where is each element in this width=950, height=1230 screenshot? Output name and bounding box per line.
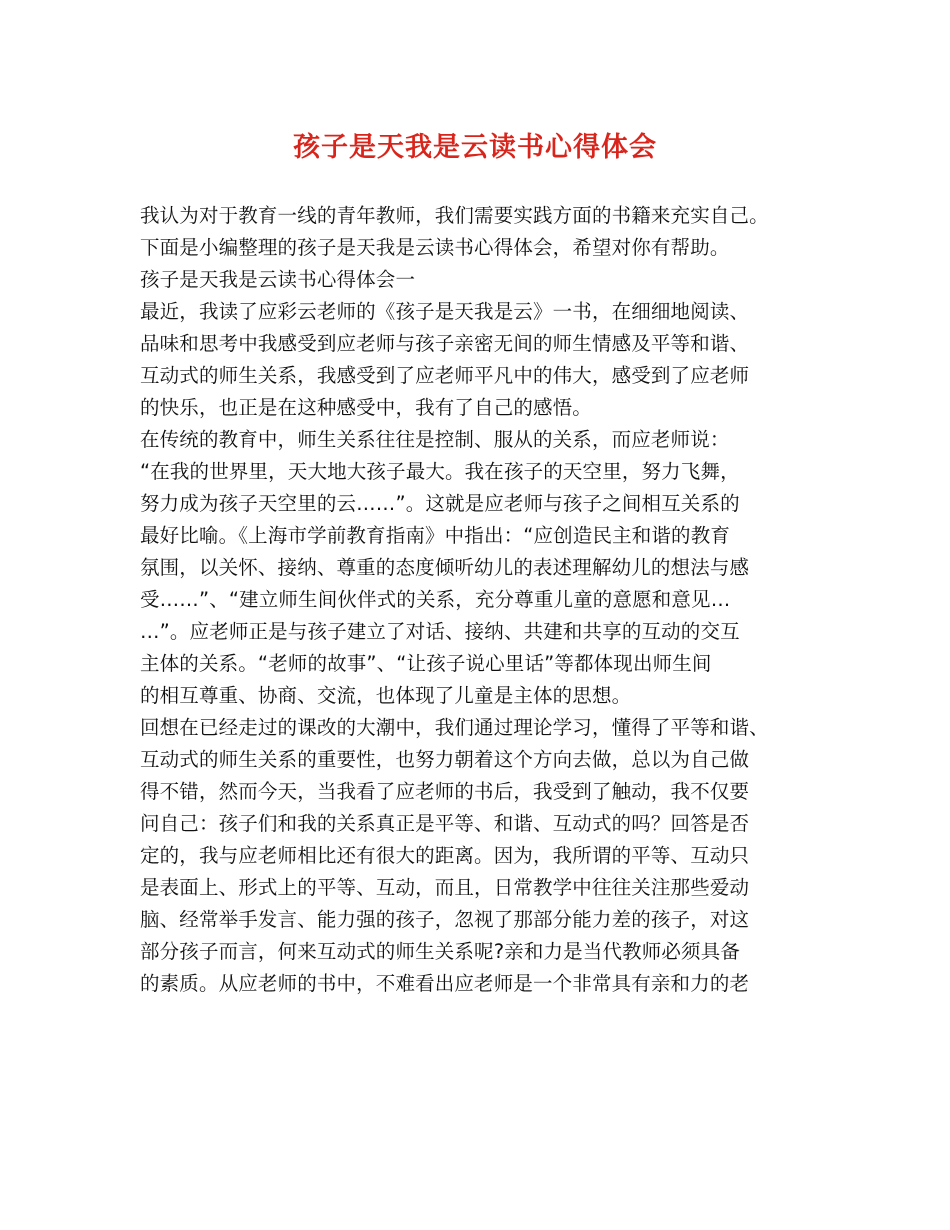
- text-line: 得不错，然而今天，当我看了应老师的书后，我受到了触动，我不仅要: [140, 780, 750, 803]
- text-line: 氛围，以关怀、接纳、尊重的态度倾听幼儿的表述理解幼儿的想法与感: [140, 556, 750, 579]
- text-line: 部分孩子而言，何来互动式的师生关系呢?亲和力是当代教师必须具备: [140, 940, 741, 963]
- text-line: 互动式的师生关系的重要性，也努力朝着这个方向去做，总以为自己做: [140, 748, 750, 771]
- text-line: 品味和思考中我感受到应老师与孩子亲密无间的师生情感及平等和谐、: [140, 332, 750, 355]
- document-body: [140, 200, 830, 1000]
- text-line: 脑、经常举手发言、能力强的孩子，忽视了那部分能力差的孩子，对这: [140, 908, 750, 931]
- text-line: 在传统的教育中，师生关系往往是控制、服从的关系，而应老师说：: [140, 428, 730, 451]
- text-line: 的相互尊重、协商、交流，也体现了儿童是主体的思想。: [140, 684, 632, 707]
- text-line: 互动式的师生关系，我感受到了应老师平凡中的伟大，感受到了应老师: [140, 364, 750, 387]
- text-line: 下面是小编整理的孩子是天我是云读书心得体会，希望对你有帮助。: [140, 236, 730, 259]
- text-line: …”。应老师正是与孩子建立了对话、接纳、共建和共享的互动的交互: [140, 620, 740, 643]
- text-line: 的素质。从应老师的书中，不难看出应老师是一个非常具有亲和力的老: [140, 972, 750, 995]
- document-title: 孩子是天我是云读书心得体会: [293, 132, 657, 163]
- text-line: 回想在已经走过的课改的大潮中，我们通过理论学习，懂得了平等和谐、: [140, 716, 769, 739]
- text-line: 的快乐，也正是在这种感受中，我有了自己的感悟。: [140, 396, 592, 419]
- text-line: 是表面上、形式上的平等、互动，而且，日常教学中往往关注那些爱动: [140, 876, 750, 899]
- text-line: 努力成为孩子天空里的云……”。这就是应老师与孩子之间相互关系的: [140, 492, 740, 515]
- text-line: 最好比喻。《上海市学前教育指南》中指出：“应创造民主和谐的教育: [140, 524, 731, 547]
- text-line: 最近，我读了应彩云老师的《孩子是天我是云》一书，在细细地阅读、: [140, 300, 750, 323]
- text-line: 定的，我与应老师相比还有很大的距离。因为，我所谓的平等、互动只: [140, 844, 750, 867]
- section-heading: 孩子是天我是云读书心得体会一: [140, 268, 416, 291]
- text-line: 问自己：孩子们和我的关系真正是平等、和谐、互动式的吗？回答是否: [140, 812, 750, 835]
- text-line: 受……”、“建立师生间伙伴式的关系，充分尊重儿童的意愿和意见…: [140, 588, 731, 611]
- text-line: 我认为对于教育一线的青年教师，我们需要实践方面的书籍来充实自己。: [140, 204, 769, 227]
- text-line: 主体的关系。“老师的故事”、“让孩子说心里话”等都体现出师生间: [140, 652, 712, 675]
- text-line: “在我的世界里，天大地大孩子最大。我在孩子的天空里，努力飞舞，: [140, 460, 740, 483]
